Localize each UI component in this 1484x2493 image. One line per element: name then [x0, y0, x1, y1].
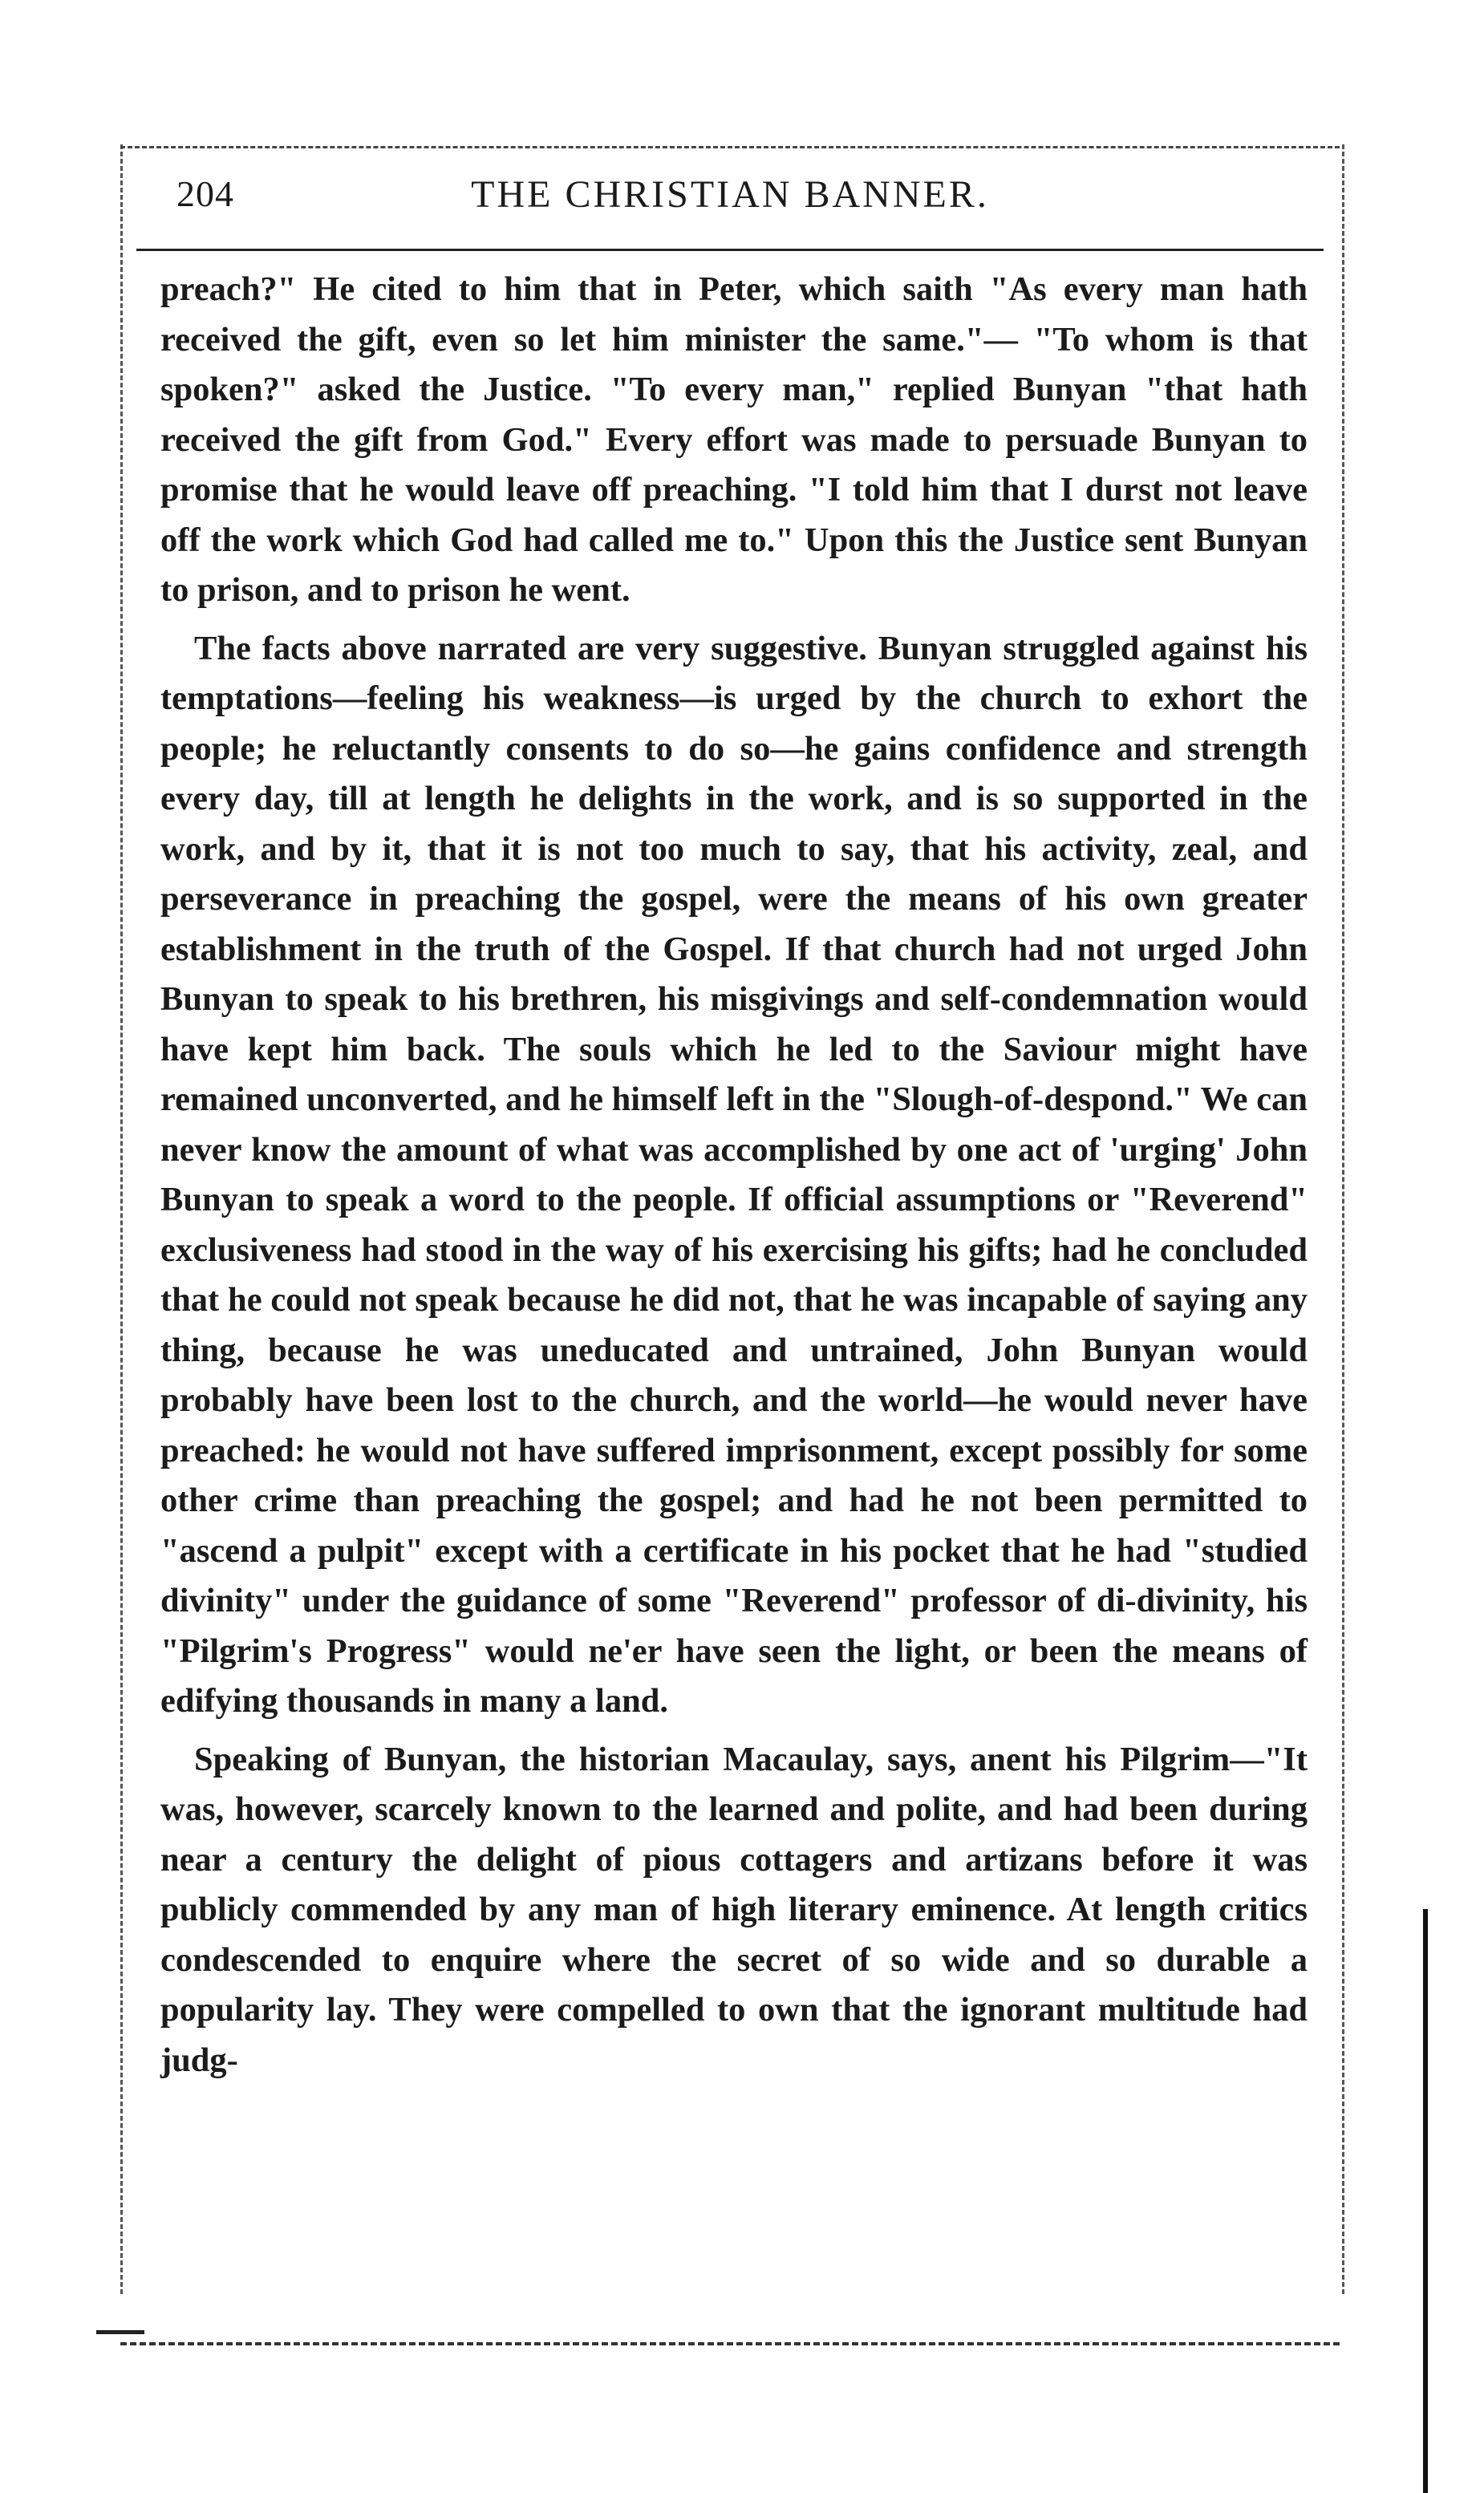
body-text	[160, 265, 1308, 2086]
header-rule	[136, 249, 1324, 251]
page-edge-shadow	[1423, 1909, 1428, 2493]
top-dashed-rule	[120, 146, 1340, 148]
running-title: THE CHRISTIAN BANNER.	[471, 173, 989, 216]
bottom-dashed-rule	[120, 2342, 1340, 2345]
paragraph-1: preach?" He cited to him that in Peter, which saith "As every man hath received the gift, even so let him minister the same."— "To whom is that spoken?" asked the Justice. "To every man," replied Bunyan "that hath received the gift from God." Every effort was made to persuade Bunyan to promise that he would leave off preaching. "I told him that I durst not leave off the work which God had called me to." Upon this the Justice sent Bunyan to prison, and to prison he went.	[160, 270, 1308, 609]
scan-mark	[96, 2330, 144, 2334]
paragraph-2: The facts above narrated are very suggestive. Bunyan struggled against his temptations—feeling his weakness—is urged by the church to exhort the people; he reluctantly consents to do so—he gains confidence and strength every day, till at length he delights in the work, and is so supported in the work, and by it, that it is not too much to say, that his activity, zeal, and perseverance in preaching the gospel, were the means of his own greater establishment in the truth of the Gospel. If that church had not urged John Bunyan to speak to his brethren, his misgivings and self-condemnation would have kept him back. The souls which he led to the Saviour might have remained unconverted, and he himself left in the "Slough-of-despond." We can never know the amount of what was accomplished by one act of 'urging' John Bunyan to speak a word to the people. If official assumptions or "Reverend" exclusiveness had stood in the way of his exercising his gifts; had he concluded that he could not speak because he did not, that he was incapable of saying any thing, because he was uneducated and untrained, John Bunyan would probably have been lost to the church, and the world—he would never have preached: he would not have suffered imprisonment, except possibly for some other crime than preaching the gospel; and had he not been permitted to "ascend a pulpit" except with a certificate in his pocket that he had "studied divinity" under the guidance of some "Reverend" professor of di-divinity, his "Pilgrim's Progress" would ne'er have seen the light, or been the means of edifying thousands in many a land.	[160, 629, 1308, 1720]
page-number: 204	[176, 173, 234, 214]
paragraph-3: Speaking of Bunyan, the historian Macaulay, says, anent his Pilgrim—"It was, however, scarcely known to the learned and polite, and had been during near a century the delight of pious cottagers and artizans before it was publicly commended by any man of high literary eminence. At length critics condescended to enquire where the secret of so wide and so durable a popularity lay. They were compelled to own that the ignorant multitude had judg-	[160, 1740, 1308, 2079]
page-header	[144, 172, 1316, 229]
